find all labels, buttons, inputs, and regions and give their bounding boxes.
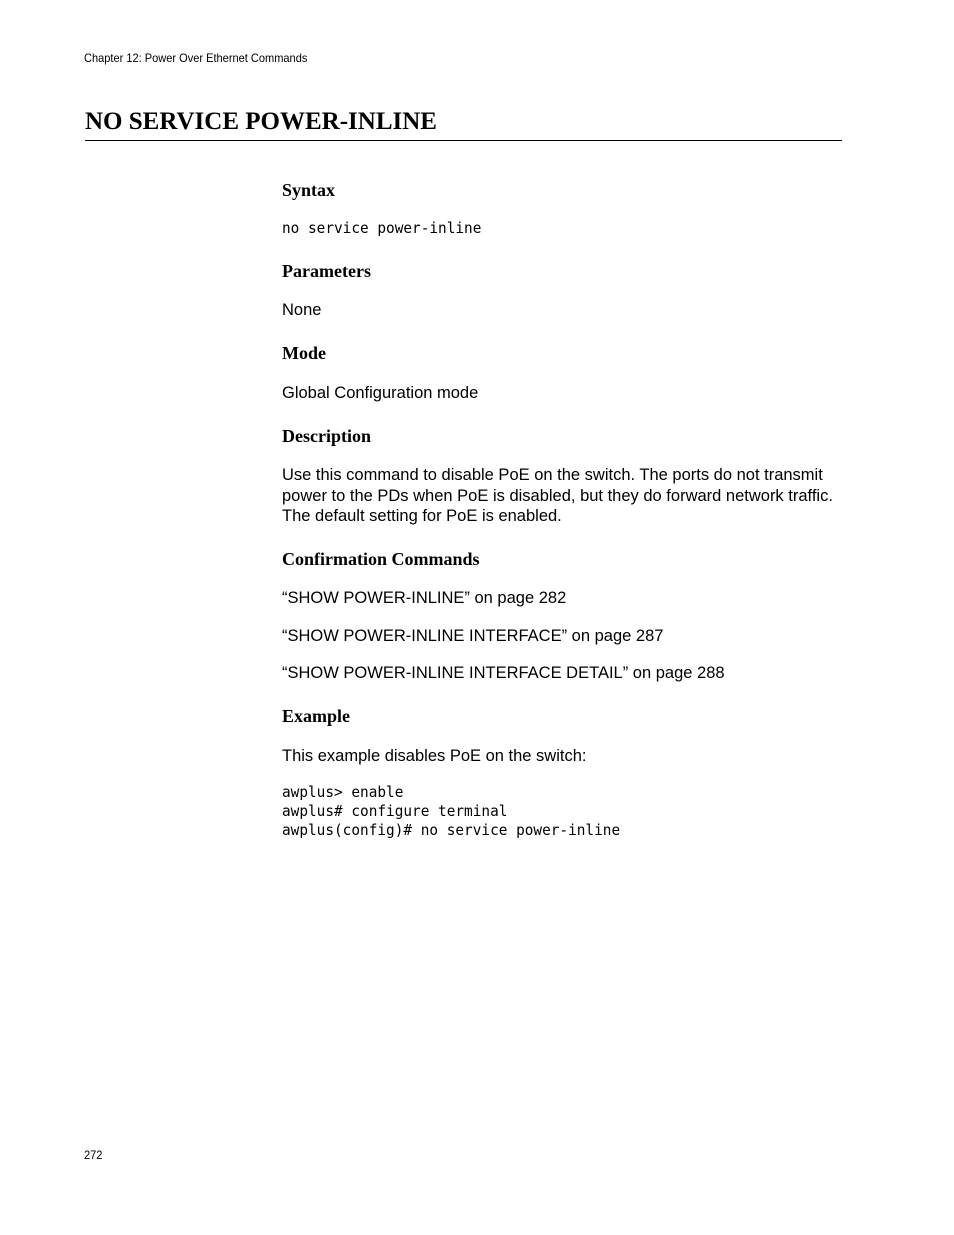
syntax-heading: Syntax bbox=[282, 180, 336, 200]
mode-text: Global Configuration mode bbox=[282, 384, 479, 402]
title-rule bbox=[85, 140, 842, 141]
example-heading: Example bbox=[282, 706, 351, 726]
example-code-line: awplus> enable bbox=[282, 783, 404, 801]
running-header: Chapter 12: Power Over Ethernet Commands bbox=[84, 51, 308, 65]
example-text: This example disables PoE on the switch: bbox=[282, 747, 587, 765]
parameters-heading: Parameters bbox=[282, 261, 371, 281]
description-heading: Description bbox=[282, 426, 371, 446]
parameters-text: None bbox=[282, 301, 322, 319]
description-text: Use this command to disable PoE on the switch. The ports do not transmit power to the PDs when PoE is disabled, but they do forward network traffic. The default setting for PoE is enabled. bbox=[282, 466, 833, 525]
example-code-line: awplus(config)# no service power-inline bbox=[282, 821, 621, 839]
confirmation-heading: Confirmation Commands bbox=[282, 549, 480, 569]
mode-heading: Mode bbox=[282, 343, 326, 363]
page-title: NO SERVICE POWER-INLINE bbox=[85, 108, 437, 135]
confirmation-link-show-power-inline-interface-detail[interactable]: “SHOW POWER-INLINE INTERFACE DETAIL” on page 288 bbox=[282, 664, 725, 682]
example-code-line: awplus# configure terminal bbox=[282, 802, 508, 820]
syntax-code: no service power-inline bbox=[282, 219, 482, 237]
page-number: 272 bbox=[84, 1148, 103, 1162]
confirmation-link-show-power-inline-interface[interactable]: “SHOW POWER-INLINE INTERFACE” on page 287 bbox=[282, 627, 664, 645]
confirmation-link-show-power-inline[interactable]: “SHOW POWER-INLINE” on page 282 bbox=[282, 589, 567, 607]
